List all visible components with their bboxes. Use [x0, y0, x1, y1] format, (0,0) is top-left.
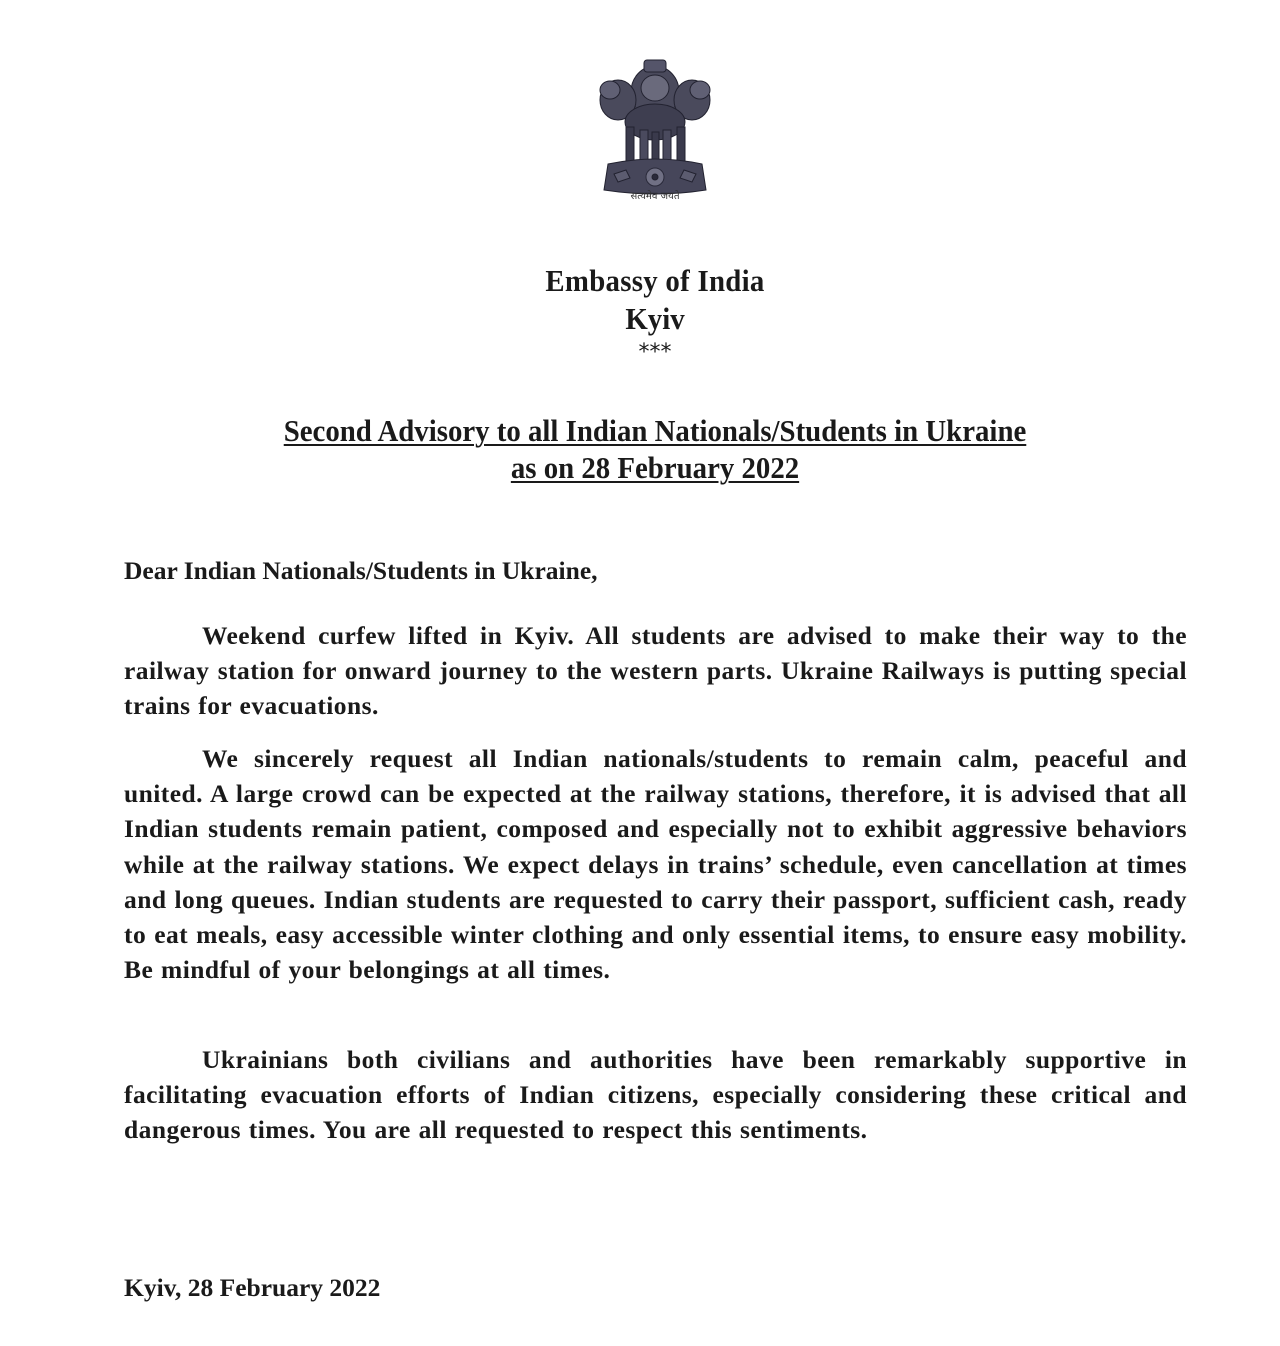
place-and-date: Kyiv, 28 February 2022 — [124, 1273, 381, 1302]
embassy-city: Kyiv — [625, 301, 685, 336]
emblem-motto: सत्यमेव जयते — [630, 191, 680, 202]
paragraph-remain-calm: We sincerely request all Indian nationals/students to remain calm, peaceful and united. A large crowd can be expected at the railway stations, therefore, it is advised that all Indian students remain patient, composed and especially not to exhibit aggressive behaviors while at the railway stations. We expect delays in trains’ schedule, even cancellation at times and long queues. Indian students are requested to carry their passport, sufficient cash, ready to eat meals, easy accessible winter clothing and only essential items, to ensure easy mobility. Be mindful of your belongings at all times. — [124, 744, 1187, 985]
paragraph-curfew-lifted: Weekend curfew lifted in Kyiv. All students are advised to make their way to the railway station for onward journey to the western parts. Ukraine Railways is putting special trains for evacuations. — [124, 621, 1187, 721]
advisory-title-line-2: as on 28 February 2022 — [510, 450, 800, 485]
salutation: Dear Indian Nationals/Students in Ukraine, — [124, 556, 598, 585]
national-emblem-icon — [596, 42, 714, 212]
embassy-name: Embassy of India — [545, 263, 765, 298]
header-separator: *** — [638, 340, 672, 365]
advisory-title — [46, 412, 1264, 486]
advisory-title-line-1: Second Advisory to all Indian Nationals/Students in Ukraine — [283, 413, 1027, 448]
paragraph-ukrainian-support: Ukrainians both civilians and authorities have been remarkably supportive in facilitating evacuation efforts of Indian citizens, especially considering these critical and dangerous times. You are all requested to respect this sentiments. — [124, 1045, 1187, 1145]
